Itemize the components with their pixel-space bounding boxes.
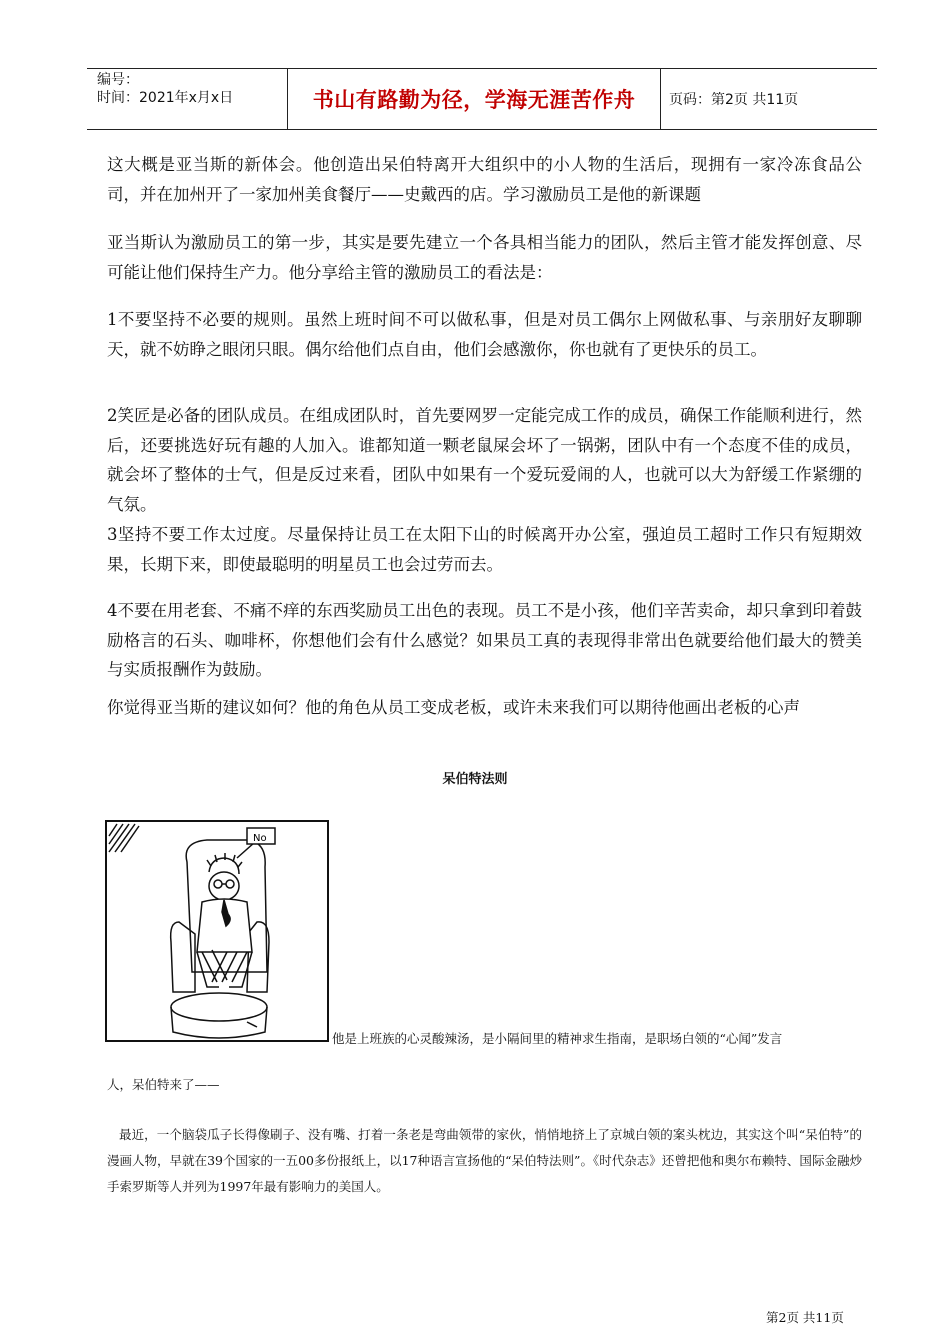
page-header — [87, 68, 877, 130]
paragraph-tip-3: 3坚持不要工作太过度。尽量保持让员工在太阳下山的时候离开办公室，强迫员工超时工作只有短期效果，长期下来，即使最聪明的明星员工也会过劳而去。 — [107, 525, 862, 574]
cartoon-sign-text: No — [253, 833, 267, 844]
section-title: 呆伯特法则 — [442, 772, 508, 787]
page-footer: 第2页 共11页 — [766, 1310, 844, 1325]
paragraph-question: 你觉得亚当斯的建议如何？他的角色从员工变成老板，或许未来我们可以期待他画出老板的心声 — [107, 698, 800, 717]
paragraph-tip-1: 1不要坚持不必要的规则。虽然上班时间不可以做私事，但是对员工偶尔上网做私事、与亲朋好友聊聊天，就不妨睁之眼闭只眼。偶尔给他们点自由，他们会感激你，你也就有了更快乐的员工。 — [107, 310, 862, 359]
header-meta — [87, 69, 288, 129]
intro-paragraph-small: 最近，一个脑袋瓜子长得像刷子、没有嘴、打着一条老是弯曲领带的家伙，悄悄地挤上了京城白领的案头枕边，其实这个叫“呆伯特”的漫画人物，早就在39个国家的一五00多份报纸上，以17种语言宣扬他的“呆伯特法则”。《时代杂志》还曾把他和奥尔布赖特、国际金融炒手索罗斯等人并列为1997年最有影响力的美国人。 — [107, 1127, 862, 1194]
caption-line-2: 人，呆伯特来了—— — [107, 1077, 220, 1092]
time-label: 时间：2021年x月x日 — [97, 90, 234, 106]
cartoon-drawing — [107, 822, 327, 1040]
paragraph-tip-2: 2笑匠是必备的团队成员。在组成团队时，首先要网罗一定能完成工作的成员，确保工作能顺利进行，然后，还要挑选好玩有趣的人加入。谁都知道一颗老鼠屎会坏了一锅粥，团队中有一个态度不佳的成员，就会坏了整体的士气，但是反过来看，团队中如果有一个爱玩爱闹的人，也就可以大为舒缓工作紧绷的气氛。 — [107, 406, 862, 514]
paragraph-intro: 这大概是亚当斯的新体会。他创造出呆伯特离开大组织中的小人物的生活后，现拥有一家冷冻食品公司，并在加州开了一家加州美食餐厅——史戴西的店。学习激励员工是他的新课题 — [107, 155, 862, 204]
paragraph-view: 亚当斯认为激励员工的第一步，其实是要先建立一个各具相当能力的团队，然后主管才能发挥创意、尽可能让他们保持生产力。他分享给主管的激励员工的看法是： — [107, 233, 862, 282]
paragraph-tip-4: 4不要在用老套、不痛不痒的东西奖励员工出色的表现。员工不是小孩，他们辛苦卖命，却只拿到印着鼓励格言的石头、咖啡杯，你想他们会有什么感觉？如果员工真的表现得非常出色就要给他们最大的赞美与实质报酬作为鼓励。 — [107, 601, 862, 679]
number-label: 编号： — [97, 72, 139, 88]
caption-line-1: 他是上班族的心灵酸辣汤，是小隔间里的精神求生指南，是职场白领的“心闻”发言 — [332, 1031, 783, 1046]
dilbert-cartoon-image — [105, 820, 329, 1042]
header-motto: 书山有路勤为径，学海无涯苦作舟 — [288, 69, 661, 129]
header-page-info: 页码：第2页 共11页 — [669, 92, 799, 108]
